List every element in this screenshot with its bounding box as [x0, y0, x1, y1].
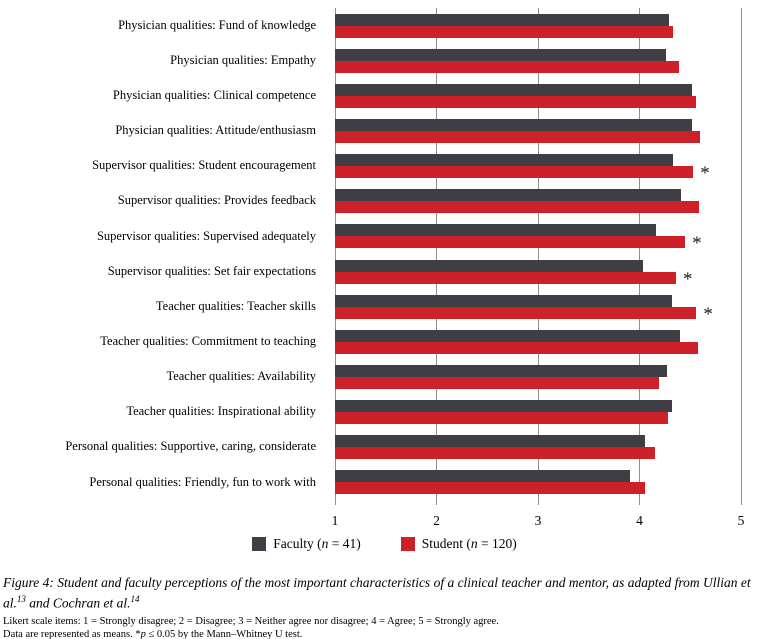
legend-item-faculty — [252, 536, 360, 552]
chart-row — [0, 113, 741, 148]
x-tick-label-5: 5 — [737, 513, 745, 528]
caption-title-text-2: and Cochran et al. — [25, 595, 131, 611]
chart-row — [0, 430, 741, 465]
student-bar — [335, 268, 693, 290]
x-tick-label-2: 2 — [433, 513, 440, 528]
student-bar — [335, 482, 645, 494]
significance-marker: * — [700, 163, 710, 185]
student-bar — [335, 303, 713, 325]
caption-p-symbol: p — [140, 629, 146, 639]
legend — [0, 536, 769, 552]
category-label: Physician qualities: Empathy — [170, 52, 316, 67]
chart-row — [0, 395, 741, 430]
category-label: Supervisor qualities: Supervised adequately — [96, 228, 316, 243]
chart-row — [0, 465, 741, 500]
faculty-bar — [335, 224, 656, 236]
bar-group — [335, 295, 741, 325]
bar-group — [335, 189, 741, 213]
chart-row — [0, 219, 741, 254]
student-swatch — [401, 537, 415, 551]
caption-title — [3, 574, 766, 612]
faculty-bar — [335, 84, 692, 96]
caption-likert-note: Likert scale items: 1 = Strongly disagree; 2 = Disagree; 3 = Neither agree nor disagree; 4 = Agree; 5 = Strongly agree. — [3, 615, 499, 627]
caption-stats-note — [3, 628, 766, 639]
legend-item-student — [401, 536, 517, 552]
category-label: Physician qualities: Clinical competence — [112, 87, 316, 102]
caption-ref-14: 14 — [130, 594, 140, 604]
figure-caption — [3, 574, 766, 639]
faculty-bar — [335, 260, 643, 272]
faculty-swatch — [252, 537, 266, 551]
bar-group — [335, 365, 741, 389]
chart-row — [0, 8, 741, 43]
caption-stats-text: Data are represented as means. * — [3, 629, 141, 639]
category-label: Supervisor qualities: Set fair expectations — [107, 263, 316, 278]
x-axis-tick-labels — [331, 513, 745, 531]
faculty-bar — [335, 49, 666, 61]
student-bar — [335, 131, 700, 143]
category-label: Teacher qualities: Inspirational ability — [126, 404, 316, 419]
category-label: Supervisor qualities: Provides feedback — [117, 193, 316, 208]
bar-group — [335, 84, 741, 108]
bar-group — [335, 119, 741, 143]
faculty-bar — [335, 470, 630, 482]
bar-group — [335, 154, 741, 185]
bar-chart — [0, 8, 745, 528]
category-label: Physician qualities: Fund of knowledge — [118, 17, 316, 32]
category-label: Personal qualities: Supportive, caring, considerate — [65, 439, 316, 454]
faculty-bar — [335, 154, 673, 166]
bar-group — [335, 435, 741, 459]
category-label: Teacher qualities: Commitment to teaching — [100, 333, 316, 348]
faculty-bar — [335, 14, 669, 26]
legend-label: Faculty (n = 41) — [273, 536, 361, 551]
chart-row — [0, 78, 741, 113]
category-label: Personal qualities: Friendly, fun to work with — [89, 474, 316, 489]
chart-row — [0, 254, 741, 289]
bar-group — [335, 49, 741, 73]
faculty-bar — [335, 400, 672, 412]
chart-row — [0, 149, 741, 184]
category-label: Teacher qualities: Availability — [166, 369, 316, 384]
significance-marker: * — [692, 233, 702, 255]
bar-group — [335, 14, 741, 38]
bar-group — [335, 260, 741, 290]
x-tick-label-1: 1 — [331, 513, 339, 528]
student-bar — [335, 26, 673, 38]
student-bar — [335, 201, 699, 213]
chart-rows — [0, 8, 741, 500]
significance-marker: * — [683, 268, 693, 290]
faculty-bar — [335, 295, 672, 307]
caption-title-text: Figure 4: Student and faculty perceptions of the most important characteristics of a clinical teacher and mentor, as adapted from Ullian et al. — [3, 575, 751, 611]
student-bar — [335, 447, 655, 459]
faculty-bar — [335, 119, 692, 131]
x-tick-label-4: 4 — [636, 513, 643, 528]
chart-row — [0, 289, 741, 324]
student-bar — [335, 61, 679, 73]
category-label: Physician qualities: Attitude/enthusiasm — [115, 123, 316, 138]
x-tick-label-3: 3 — [534, 513, 542, 528]
bar-group — [335, 400, 741, 424]
student-bar — [335, 163, 710, 185]
category-label: Supervisor qualities: Student encouragement — [92, 158, 316, 173]
caption-stats-text-2: ≤ 0.05 by the Mann–Whitney U test. — [145, 629, 303, 639]
bar-group — [335, 470, 741, 494]
category-label: Teacher qualities: Teacher skills — [155, 298, 316, 313]
legend-label: Student (n = 120) — [421, 536, 517, 551]
chart-row — [0, 43, 741, 78]
bar-group — [335, 330, 741, 354]
chart-row — [0, 359, 741, 394]
caption-ref-13: 13 — [16, 594, 26, 604]
faculty-bar — [335, 365, 667, 377]
faculty-bar — [335, 330, 680, 342]
faculty-bar — [335, 189, 681, 201]
student-bar — [335, 412, 668, 424]
student-bar — [335, 377, 659, 389]
chart-row — [0, 324, 741, 359]
student-bar — [335, 96, 696, 108]
faculty-bar — [335, 435, 645, 447]
significance-marker: * — [703, 303, 713, 325]
chart-row — [0, 184, 741, 219]
student-bar — [335, 233, 702, 255]
bar-group — [335, 224, 741, 255]
student-bar — [335, 342, 698, 354]
